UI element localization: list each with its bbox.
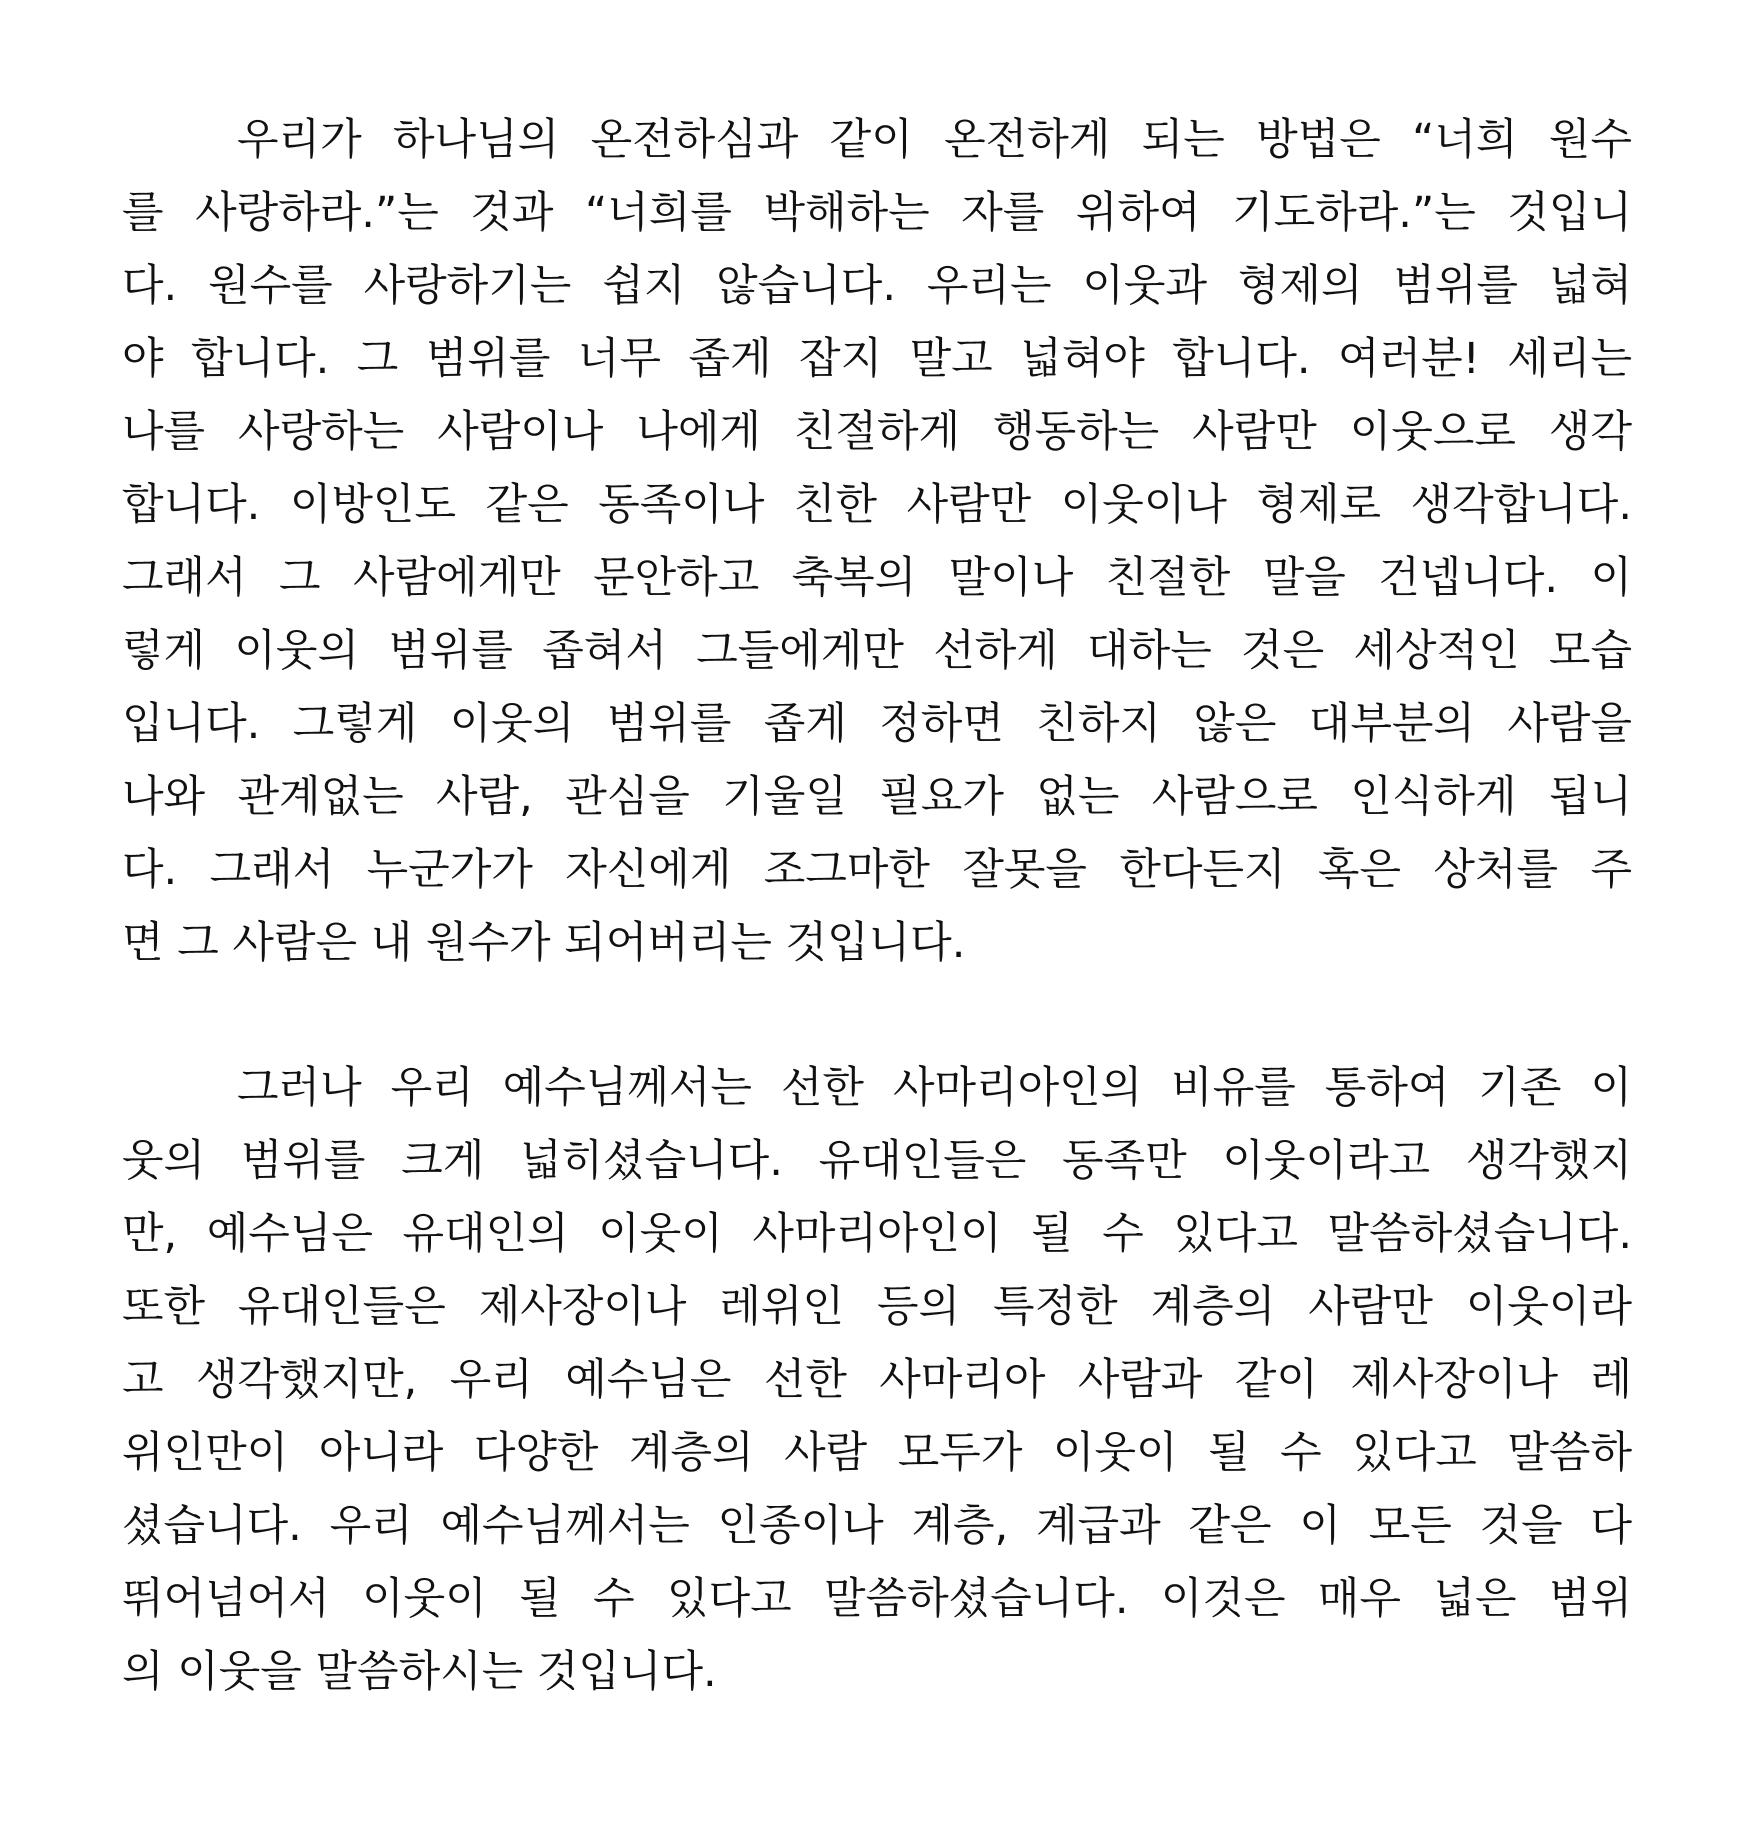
text-line: 우리가 하나님의 온전하심과 같이 온전하게 되는 방법은 “너희 원수 — [237, 115, 1632, 165]
text-line: 나를 사랑하는 사람이나 나에게 친절하게 행동하는 사람만 이웃으로 생각 — [122, 407, 1632, 457]
text-line: 셨습니다. 우리 예수님께서는 인종이나 계층, 계급과 같은 이 모든 것을 다 — [122, 1501, 1632, 1551]
text-line: 고 생각했지만, 우리 예수님은 선한 사마리아 사람과 같이 제사장이나 레 — [122, 1355, 1632, 1405]
text-line: 나와 관계없는 사람, 관심을 기울일 필요가 없는 사람으로 인식하게 됩니 — [122, 772, 1632, 822]
text-line: 면 그 사람은 내 원수가 되어버리는 것입니다. — [122, 918, 966, 968]
text-line: 야 합니다. 그 범위를 너무 좁게 잡지 말고 넓혀야 합니다. 여러분! 세리는 — [122, 334, 1632, 384]
text-line: 만, 예수님은 유대인의 이웃이 사마리아인이 될 수 있다고 말씀하셨습니다. — [122, 1209, 1632, 1259]
text-line: 입니다. 그렇게 이웃의 범위를 좁게 정하면 친하지 않은 대부분의 사람을 — [122, 699, 1632, 749]
text-line: 뛰어넘어서 이웃이 될 수 있다고 말씀하셨습니다. 이것은 매우 넓은 범위 — [122, 1574, 1632, 1624]
text-line: 다. 원수를 사랑하기는 쉽지 않습니다. 우리는 이웃과 형제의 범위를 넓혀 — [122, 261, 1632, 311]
document-page — [122, 104, 1632, 1709]
text-line: 다. 그래서 누군가가 자신에게 조그마한 잘못을 한다든지 혹은 상처를 주 — [122, 845, 1632, 895]
paragraph-1 — [122, 104, 1632, 980]
text-line: 합니다. 이방인도 같은 동족이나 친한 사람만 이웃이나 형제로 생각합니다. — [122, 480, 1632, 530]
text-line: 그러나 우리 예수님께서는 선한 사마리아인의 비유를 통하여 기존 이 — [237, 1063, 1632, 1113]
text-line: 의 이웃을 말씀하시는 것입니다. — [122, 1647, 717, 1697]
text-line: 렇게 이웃의 범위를 좁혀서 그들에게만 선하게 대하는 것은 세상적인 모습 — [122, 626, 1632, 676]
paragraph-2 — [122, 1052, 1632, 1709]
text-line: 위인만이 아니라 다양한 계층의 사람 모두가 이웃이 될 수 있다고 말씀하 — [122, 1428, 1632, 1478]
text-line: 웃의 범위를 크게 넓히셨습니다. 유대인들은 동족만 이웃이라고 생각했지 — [122, 1136, 1632, 1186]
text-line: 를 사랑하라.”는 것과 “너희를 박해하는 자를 위하여 기도하라.”는 것입니 — [122, 188, 1632, 238]
text-line: 그래서 그 사람에게만 문안하고 축복의 말이나 친절한 말을 건넵니다. 이 — [122, 553, 1632, 603]
text-line: 또한 유대인들은 제사장이나 레위인 등의 특정한 계층의 사람만 이웃이라 — [122, 1282, 1632, 1332]
